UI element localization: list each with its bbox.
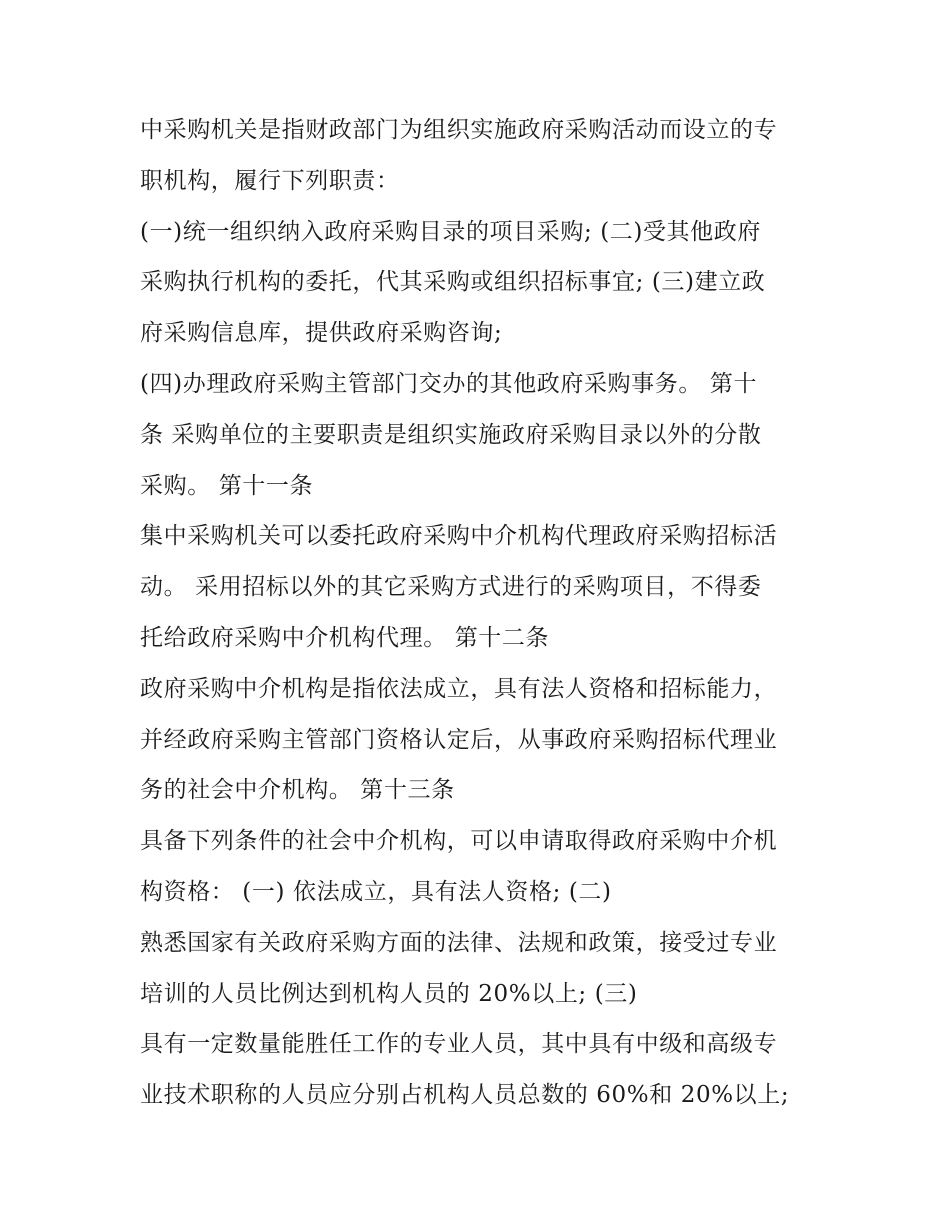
text-line: 中采购机关是指财政部门为组织实施政府采购活动而设立的专	[140, 117, 778, 143]
text-line: 职机构，履行下列职责：	[140, 167, 400, 194]
text-line: 培训的人员比例达到机构人员的 20%以上; (三)	[140, 980, 638, 1007]
text-line: 熟悉国家有关政府采购方面的法律、法规和政策，接受过专业	[140, 929, 778, 956]
text-line: 构资格： (一) 依法成立，具有法人资格; (二)	[140, 878, 612, 905]
text-line: 集中采购机关可以委托政府采购中介机构代理政府采购招标活	[140, 523, 778, 550]
text-line: 具备下列条件的社会中介机构，可以申请取得政府采购中介机	[140, 828, 778, 855]
text-line: 条 采购单位的主要职责是组织实施政府采购目录以外的分散	[140, 421, 762, 448]
text-line: (一)统一组织纳入政府采购目录的项目采购; (二)受其他政府	[140, 218, 761, 245]
text-line: 业技术职称的人员应分别占机构人员总数的 60%和 20%以上;	[140, 1082, 790, 1109]
text-line: (四)办理政府采购主管部门交办的其他政府采购事务。 第十	[140, 370, 758, 397]
text-line: 并经政府采购主管部门资格认定后，从事政府采购招标代理业	[140, 726, 778, 753]
text-line: 府采购信息库，提供政府采购咨询;	[140, 320, 503, 347]
text-line: 采购。 第十一条	[140, 472, 314, 499]
text-line: 采购执行机构的委托，代其采购或组织招标事宜; (三)建立政	[140, 269, 766, 296]
text-line: 务的社会中介机构。 第十三条	[140, 777, 455, 804]
text-line: 托给政府采购中介机构代理。 第十二条	[140, 624, 550, 651]
text-line: 动。 采用招标以外的其它采购方式进行的采购项目，不得委	[140, 574, 762, 601]
text-line: 政府采购中介机构是指依法成立，具有法人资格和招标能力，	[140, 675, 778, 702]
document-body	[140, 105, 830, 1121]
text-line: 具有一定数量能胜任工作的专业人员，其中具有中级和高级专	[140, 1031, 778, 1058]
